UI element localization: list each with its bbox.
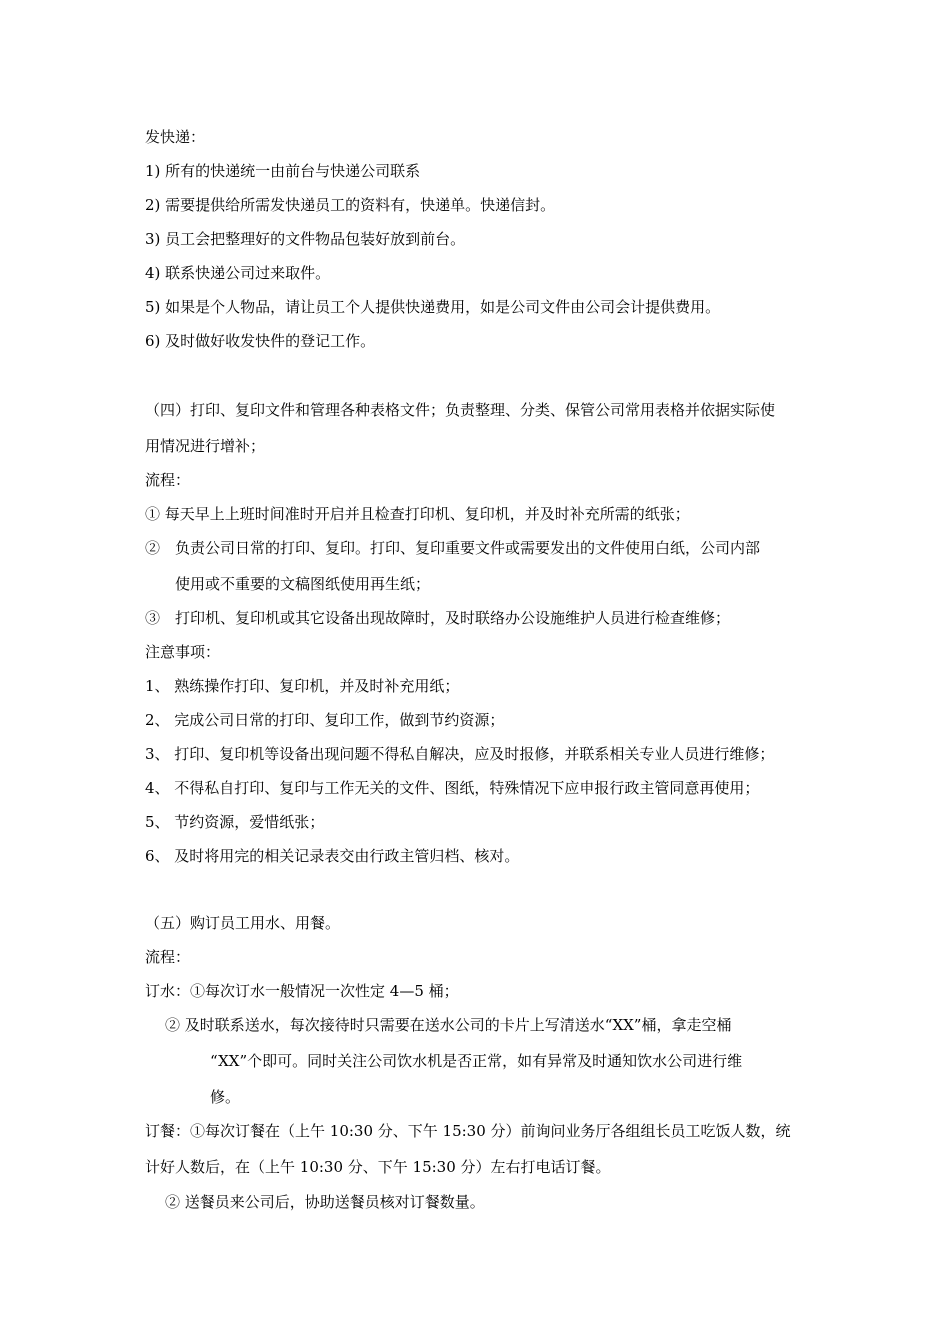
water-order-step-2-continued: “XX”个即可。同时关注公司饮水机是否正常，如有异常及时通知饮水公司进行维 [210, 1052, 743, 1070]
water-order-step-2-end: 修。 [210, 1088, 241, 1106]
section4-note-1: 1、 熟练操作打印、复印机，并及时补充用纸； [145, 677, 460, 695]
meal-order-step-1: 订餐：①每次订餐在（上午 10:30 分、下午 15:30 分）前询问业务厅各组组长员工吃饭人数，统 [145, 1122, 791, 1140]
section4-process-label: 流程： [145, 471, 191, 489]
water-order-step-2: ② 及时联系送水，每次接待时只需要在送水公司的卡片上写清送水“XX”桶，拿走空桶 [165, 1016, 732, 1034]
section5-title: （五）购订员工用水、用餐。 [145, 914, 341, 932]
express-item-4: 4) 联系快递公司过来取件。 [145, 264, 331, 282]
express-item-1: 1) 所有的快递统一由前台与快递公司联系 [145, 162, 421, 180]
meal-order-step-2: ② 送餐员来公司后，协助送餐员核对订餐数量。 [165, 1193, 485, 1211]
section4-title-line1: （四）打印、复印文件和管理各种表格文件；负责整理、分类、保管公司常用表格并依据实际使 [145, 401, 776, 419]
express-heading: 发快递： [145, 128, 206, 146]
section4-note-3: 3、 打印、复印机等设备出现问题不得私自解决，应及时报修，并联系相关专业人员进行维修； [145, 745, 775, 763]
meal-order-step-1-continued: 计好人数后，在（上午 10:30 分、下午 15:30 分）左右打电话订餐。 [145, 1158, 611, 1176]
section4-step-1: ① 每天早上上班时间准时开启并且检查打印机、复印机，并及时补充所需的纸张； [145, 505, 690, 523]
water-order-step-1: 订水：①每次订水一般情况一次性定 4—5 桶； [145, 982, 459, 1000]
section4-note-2: 2、 完成公司日常的打印、复印工作，做到节约资源； [145, 711, 505, 729]
section4-notes-label: 注意事项： [145, 643, 221, 661]
section4-note-4: 4、 不得私自打印、复印与工作无关的文件、图纸，特殊情况下应申报行政主管同意再使用； [145, 779, 760, 797]
express-item-5: 5) 如果是个人物品，请让员工个人提供快递费用，如是公司文件由公司会计提供费用。 [145, 298, 721, 316]
express-item-6: 6) 及时做好收发快件的登记工作。 [145, 332, 376, 350]
section4-title-line2: 用情况进行增补； [145, 437, 266, 455]
section4-step-2: ② 负责公司日常的打印、复印。打印、复印重要文件或需要发出的文件使用白纸，公司内部 [145, 539, 761, 557]
express-item-3: 3) 员工会把整理好的文件物品包装好放到前台。 [145, 230, 466, 248]
section5-process-label: 流程： [145, 948, 191, 966]
section4-step-3: ③ 打印机、复印机或其它设备出现故障时，及时联络办公设施维护人员进行检查维修； [145, 609, 731, 627]
section4-note-6: 6、 及时将用完的相关记录表交由行政主管归档、核对。 [145, 847, 520, 865]
section4-note-5: 5、 节约资源，爱惜纸张； [145, 813, 325, 831]
express-item-2: 2) 需要提供给所需发快递员工的资料有，快递单。快递信封。 [145, 196, 556, 214]
section4-step-2-continued: 使用或不重要的文稿图纸使用再生纸； [175, 575, 431, 593]
